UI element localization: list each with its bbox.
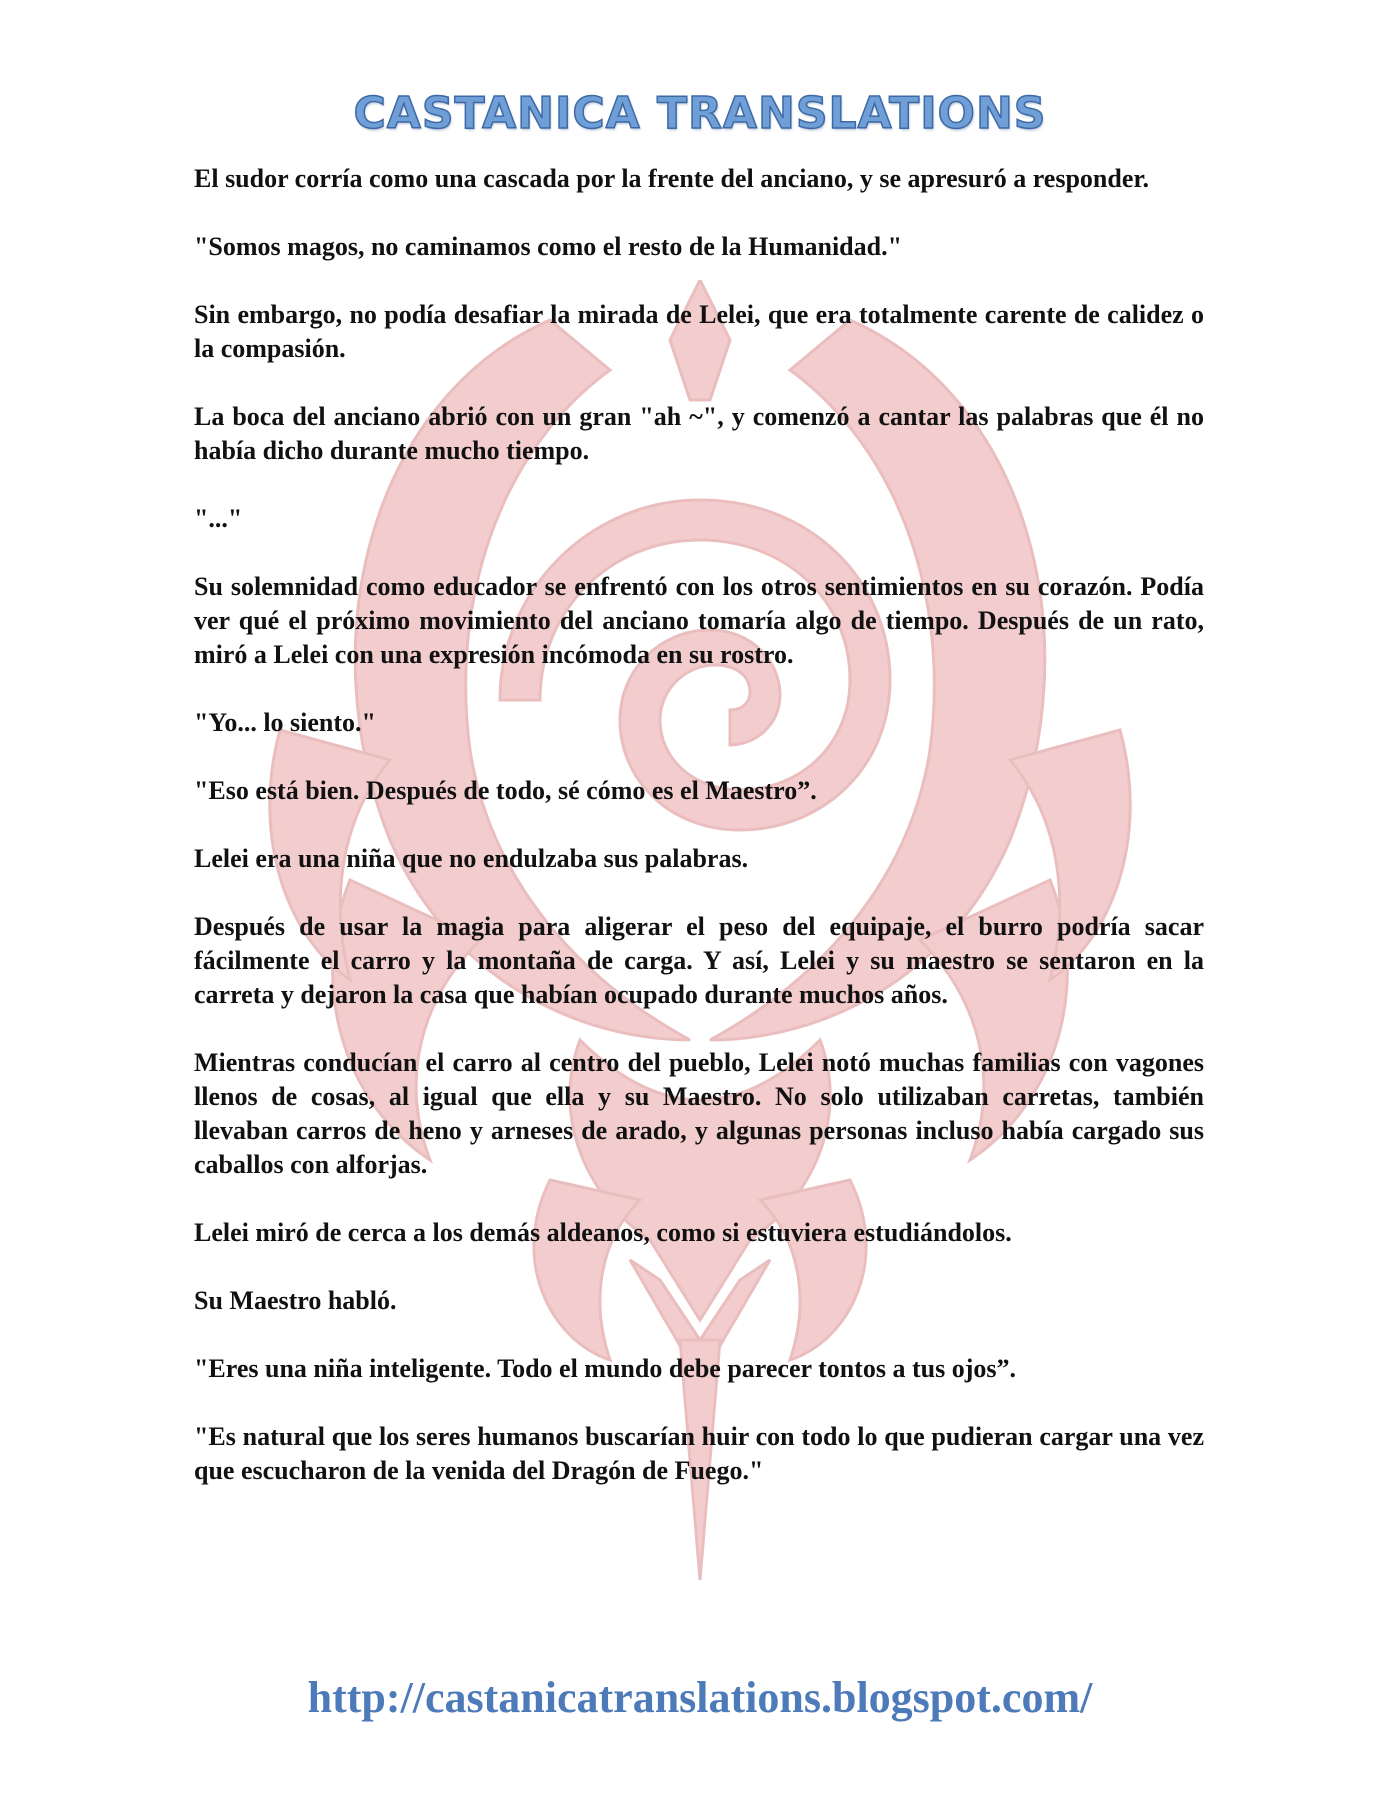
- paragraph: "Es natural que los seres humanos buscarían huir con todo lo que pudieran cargar una vez que escucharon de la venida del Dragón de Fuego.": [194, 1422, 1204, 1485]
- paragraph: La boca del anciano abrió con un gran "ah ~", y comenzó a cantar las palabras que él no había dicho durante mucho tiempo.: [194, 402, 1204, 465]
- paragraph: El sudor corría como una cascada por la frente del anciano, y se apresuró a responder.: [194, 164, 1150, 193]
- paragraph: "Eso está bien. Después de todo, sé cómo es el Maestro”.: [194, 776, 817, 805]
- paragraph: Sin embargo, no podía desafiar la mirada de Lelei, que era totalmente carente de calidez o la compasión.: [194, 300, 1204, 363]
- paragraph: Su solemnidad como educador se enfrentó con los otros sentimientos en su corazón. Podía ver qué el próximo movimiento del anciano tomaría algo de tiempo. Después de un rato, miró a Lelei con una expresión incómoda en su rostro.: [194, 572, 1204, 669]
- paragraph: Después de usar la magia para aligerar el peso del equipaje, el burro podría sacar fácilmente el carro y la montaña de carga. Y así, Lelei y su maestro se sentaron en la carreta y dejaron la casa que habían ocupado durante muchos años.: [194, 912, 1204, 1009]
- paragraph: Lelei era una niña que no endulzaba sus palabras.: [194, 844, 749, 873]
- paragraph: Lelei miró de cerca a los demás aldeanos, como si estuviera estudiándolos.: [194, 1218, 1012, 1247]
- paragraph: "...": [194, 504, 243, 533]
- paragraph: "Yo... lo siento.": [194, 708, 376, 737]
- document-body: [194, 162, 1204, 1522]
- blog-url-link[interactable]: http://castanicatranslations.blogspot.com/: [307, 1673, 1093, 1722]
- paragraph: "Eres una niña inteligente. Todo el mundo debe parecer tontos a tus ojos”.: [194, 1354, 1016, 1383]
- site-title: CASTANICA TRANSLATIONS: [353, 88, 1047, 139]
- paragraph: Mientras conducían el carro al centro del pueblo, Lelei notó muchas familias con vagones llenos de cosas, al igual que ella y su Maestro. No solo utilizaban carretas, también llevaban carros de heno y arneses de arado, y algunas personas incluso había cargado sus caballos con alforjas.: [194, 1048, 1204, 1179]
- paragraph: Su Maestro habló.: [194, 1286, 397, 1315]
- paragraph: "Somos magos, no caminamos como el resto de la Humanidad.": [194, 232, 903, 261]
